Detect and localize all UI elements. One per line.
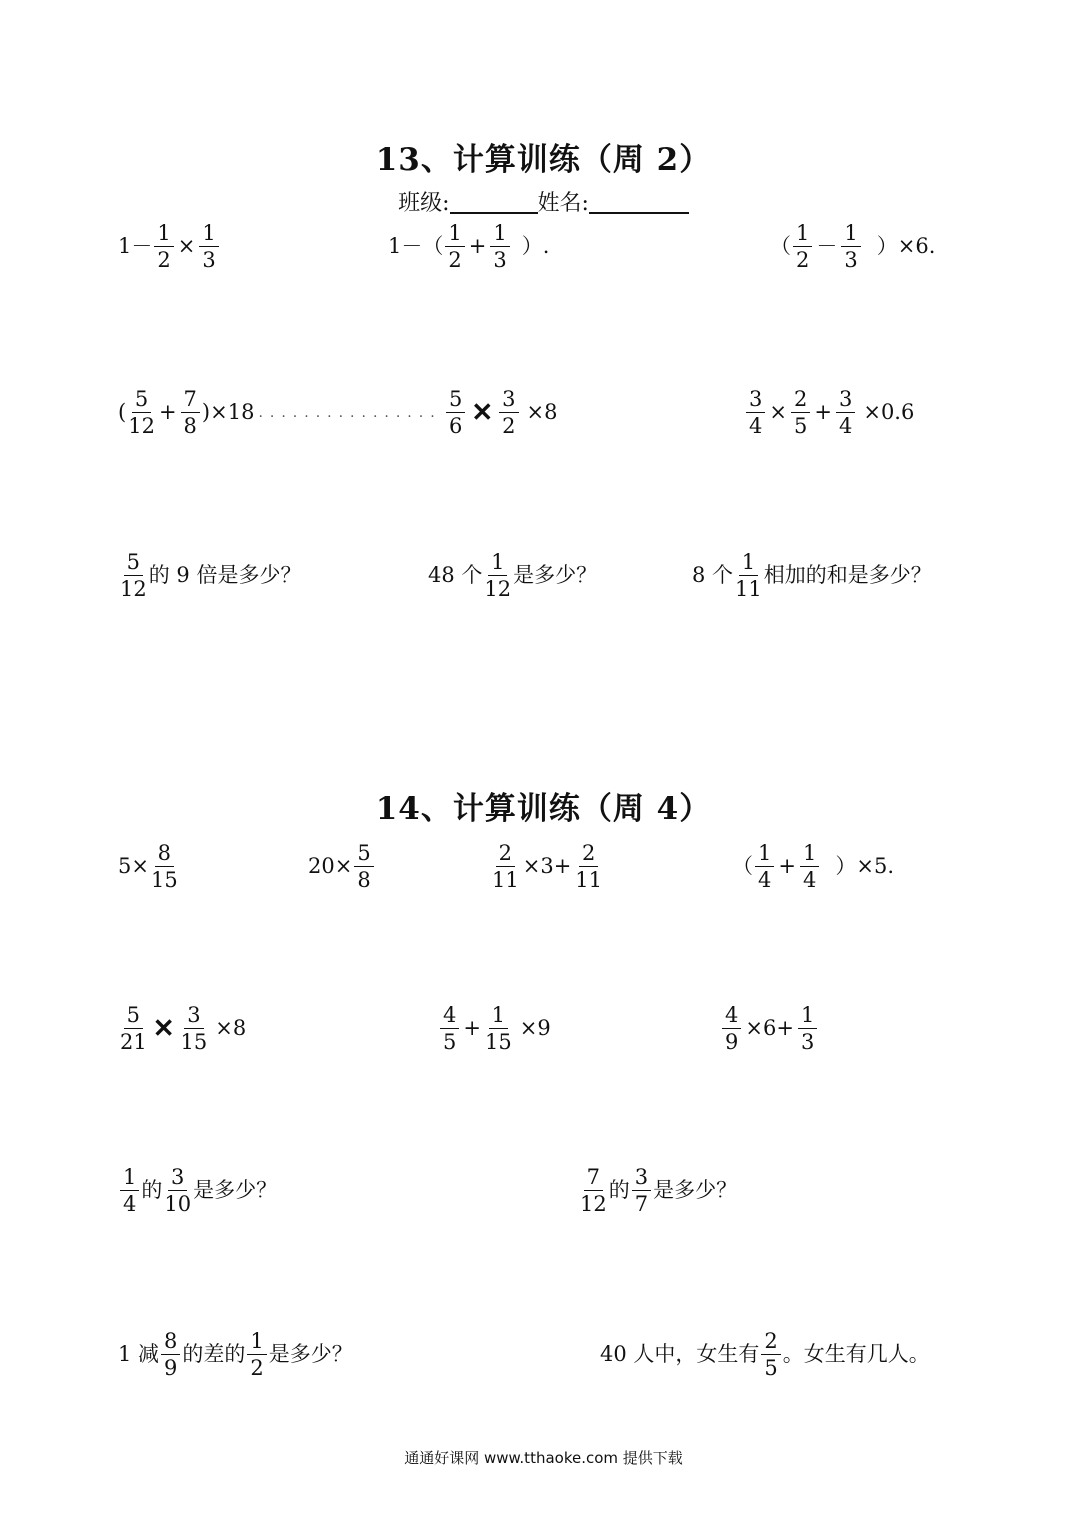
fraction — [440, 1004, 459, 1053]
fraction — [445, 222, 464, 271]
fraction — [499, 388, 518, 437]
fraction-denominator: 2 — [157, 248, 171, 272]
fraction-numerator: 2 — [496, 842, 515, 867]
fraction-numerator: 5 — [124, 1004, 143, 1029]
expression-text: 1－（ — [388, 234, 444, 258]
fraction — [120, 1166, 139, 1215]
expression — [308, 842, 376, 891]
fraction — [791, 388, 810, 437]
expression-text: ( — [118, 400, 127, 424]
fraction-numerator: 1 — [489, 1004, 508, 1029]
expression-text: ×6+ — [745, 1016, 794, 1040]
fraction-denominator: 4 — [123, 1192, 137, 1216]
expression-text: ✕ — [471, 397, 494, 428]
name-blank[interactable] — [589, 188, 689, 214]
expression-text: 的 — [141, 1178, 163, 1202]
fraction — [722, 1004, 741, 1053]
fraction-denominator: 4 — [838, 414, 853, 438]
expression — [770, 222, 935, 271]
fraction-numerator: 4 — [440, 1004, 459, 1029]
fraction-numerator: 1 — [793, 222, 812, 247]
fraction-denominator: 9 — [725, 1030, 739, 1054]
expression-text: 40 人中，女生有 — [600, 1342, 760, 1366]
fraction-numerator: 2 — [579, 842, 598, 867]
expression-text: ×0.6 — [863, 400, 915, 424]
fraction — [247, 1330, 266, 1379]
expression-text: 是多少？ — [653, 1178, 738, 1202]
problem-13-5 — [444, 388, 558, 437]
fraction-numerator: 3 — [836, 388, 855, 413]
fraction — [632, 1166, 651, 1215]
fraction — [580, 1166, 607, 1215]
class-label: 班级: — [398, 191, 450, 216]
fraction-numerator: 5 — [132, 388, 151, 413]
fraction-denominator: 3 — [800, 1030, 815, 1054]
student-info — [0, 186, 1087, 217]
expression-text: × — [769, 400, 787, 424]
fraction-denominator: 5 — [764, 1356, 778, 1380]
expression-text: 。女生有几人。 — [782, 1342, 930, 1366]
fraction — [490, 222, 509, 271]
fraction-denominator: 12 — [484, 577, 512, 601]
problem-14-4 — [732, 842, 894, 891]
problem-13-3 — [770, 222, 935, 271]
expression-text: （ — [732, 854, 753, 878]
fraction-denominator: 11 — [735, 577, 762, 601]
fraction-denominator: 8 — [183, 414, 197, 438]
section-14-title: 14、计算训练（周 4） — [375, 791, 712, 827]
fraction-numerator: 3 — [632, 1166, 651, 1191]
fraction-denominator: 4 — [802, 868, 817, 892]
fraction-denominator: 2 — [250, 1356, 264, 1380]
footer-download-note: 通通好课网 www.tthaoke.com 提供下载 — [404, 1449, 683, 1467]
expression-text: ................ — [258, 404, 442, 421]
fraction-denominator: 4 — [758, 868, 772, 892]
expression-text: 的差的 — [182, 1342, 246, 1366]
expression-text: ）×5. — [835, 854, 894, 878]
fraction-denominator: 9 — [164, 1356, 178, 1380]
fraction — [151, 842, 178, 891]
expression — [444, 388, 558, 437]
fraction — [161, 1330, 180, 1379]
class-blank[interactable] — [450, 188, 538, 214]
expression — [490, 842, 604, 891]
fraction-numerator: 3 — [168, 1166, 187, 1191]
expression-text: 1 减 — [118, 1342, 160, 1366]
fraction-numerator: 5 — [446, 388, 465, 413]
expression-text: 相加的和是多少？ — [763, 563, 932, 587]
fraction-numerator: 5 — [354, 842, 373, 867]
expression-text: + — [158, 400, 177, 424]
problem-14-7 — [720, 1004, 819, 1053]
expression-text: 1－ — [118, 234, 153, 258]
fraction-numerator: 3 — [746, 388, 765, 413]
fraction-numerator: 1 — [798, 1004, 817, 1029]
fraction — [128, 388, 155, 437]
fraction-numerator: 8 — [161, 1330, 180, 1355]
fraction — [354, 842, 373, 891]
fraction — [446, 388, 465, 437]
expression-text: + — [468, 234, 487, 258]
fraction-denominator: 11 — [575, 868, 603, 892]
fraction-denominator: 2 — [502, 414, 516, 438]
fraction — [735, 551, 762, 600]
section-13-title: 13、计算训练（周 2） — [375, 142, 712, 178]
fraction-numerator: 4 — [722, 1004, 741, 1029]
expression-text: 的 9 倍是多少？ — [148, 563, 302, 587]
expression-text: ）×6. — [876, 234, 936, 258]
expression — [118, 222, 221, 271]
fraction-denominator: 15 — [150, 868, 178, 892]
expression — [744, 388, 914, 437]
problem-14-2 — [308, 842, 376, 891]
expression — [428, 551, 597, 600]
fraction-numerator: 3 — [184, 1004, 203, 1029]
expression-text: ×8 — [526, 400, 558, 424]
expression — [578, 1166, 737, 1215]
expression-text: 是多少？ — [513, 563, 598, 587]
fraction-denominator: 5 — [443, 1030, 457, 1054]
problem-13-2 — [388, 222, 549, 271]
fraction-denominator: 12 — [580, 1192, 607, 1216]
fraction — [793, 222, 812, 271]
fraction-denominator: 5 — [793, 414, 808, 438]
expression-text: )×18 — [201, 400, 255, 424]
expression — [732, 842, 894, 891]
fraction — [746, 388, 765, 437]
fraction-numerator: 1 — [199, 222, 218, 247]
expression-text: ×8 — [215, 1016, 247, 1040]
expression-text: 是多少？ — [193, 1178, 278, 1202]
expression — [118, 551, 301, 600]
problem-14-8 — [118, 1166, 277, 1215]
expression — [720, 1004, 819, 1053]
expression — [118, 388, 442, 437]
fraction-numerator: 1 — [739, 551, 758, 576]
fraction-numerator: 2 — [761, 1330, 780, 1355]
fraction — [154, 222, 173, 271]
problem-14-11 — [600, 1330, 930, 1379]
expression-text: ）. — [521, 234, 550, 258]
fraction-denominator: 2 — [448, 248, 462, 272]
expression-text: × — [177, 234, 196, 258]
fraction — [181, 1004, 208, 1053]
fraction-denominator: 8 — [357, 868, 371, 892]
problem-14-10 — [118, 1330, 353, 1379]
expression — [388, 222, 549, 271]
fraction-numerator: 1 — [755, 842, 774, 867]
fraction-denominator: 12 — [120, 577, 147, 601]
fraction-denominator: 3 — [493, 248, 507, 272]
expression-text: 的 — [608, 1178, 630, 1202]
fraction — [836, 388, 855, 437]
fraction — [120, 1004, 147, 1053]
fraction — [492, 842, 519, 891]
fraction-numerator: 7 — [181, 388, 200, 413]
fraction-numerator: 3 — [499, 388, 518, 413]
fraction — [484, 551, 511, 600]
problem-13-7 — [118, 551, 301, 600]
problem-14-1 — [118, 842, 180, 891]
fraction-numerator: 7 — [584, 1166, 603, 1191]
fraction-denominator: 12 — [128, 414, 155, 438]
fraction-numerator: 1 — [120, 1166, 139, 1191]
fraction — [181, 388, 200, 437]
fraction-numerator: 1 — [488, 551, 507, 576]
fraction-numerator: 1 — [154, 222, 173, 247]
fraction-denominator: 15 — [484, 1030, 512, 1054]
fraction — [755, 842, 774, 891]
fraction — [798, 1004, 817, 1053]
fraction-numerator: 1 — [490, 222, 509, 247]
fraction-denominator: 3 — [202, 248, 216, 272]
expression-text: 8 个 — [692, 563, 734, 587]
fraction-denominator: 15 — [180, 1030, 208, 1054]
problem-13-6 — [744, 388, 914, 437]
fraction-denominator: 11 — [492, 868, 519, 892]
expression-text: + — [814, 400, 832, 424]
expression — [692, 551, 932, 600]
fraction — [485, 1004, 512, 1053]
problem-14-3 — [490, 842, 604, 891]
expression — [118, 1330, 353, 1379]
expression — [438, 1004, 551, 1053]
fraction — [199, 222, 218, 271]
expression-text: + — [778, 854, 796, 878]
fraction-denominator: 21 — [120, 1030, 147, 1054]
name-label: 姓名: — [537, 191, 589, 216]
fraction-denominator: 3 — [844, 248, 858, 272]
problem-14-5 — [118, 1004, 246, 1053]
expression-text: 是多少？ — [268, 1342, 353, 1366]
expression-text: + — [463, 1016, 481, 1040]
fraction-denominator: 4 — [749, 414, 763, 438]
expression — [118, 842, 180, 891]
problem-14-6 — [438, 1004, 551, 1053]
fraction-denominator: 6 — [449, 414, 463, 438]
fraction — [575, 842, 602, 891]
fraction — [164, 1166, 191, 1215]
expression — [118, 1166, 277, 1215]
problem-13-8 — [428, 551, 597, 600]
fraction — [841, 222, 860, 271]
fraction-denominator: 7 — [634, 1192, 649, 1216]
fraction-numerator: 2 — [791, 388, 810, 413]
problem-13-4 — [118, 388, 442, 437]
expression — [600, 1330, 930, 1379]
fraction-numerator: 1 — [800, 842, 819, 867]
fraction-denominator: 2 — [796, 248, 810, 272]
fraction-numerator: 8 — [155, 842, 174, 867]
expression-text: ✕ — [152, 1013, 175, 1044]
problem-13-9 — [692, 551, 932, 600]
fraction-numerator: 5 — [124, 551, 143, 576]
expression-text: ×9 — [519, 1016, 551, 1040]
expression — [118, 1004, 246, 1053]
expression-text: 48 个 — [428, 563, 483, 587]
fraction — [761, 1330, 780, 1379]
fraction-numerator: 1 — [445, 222, 464, 247]
expression-text: － — [816, 234, 838, 258]
fraction-denominator: 10 — [164, 1192, 192, 1216]
expression-text: 5× — [118, 854, 149, 878]
fraction-numerator: 1 — [247, 1330, 266, 1355]
fraction — [120, 551, 147, 600]
fraction-numerator: 1 — [841, 222, 860, 247]
expression-text: 20× — [308, 854, 353, 878]
problem-14-9 — [578, 1166, 737, 1215]
expression-text: ×3+ — [522, 854, 572, 878]
problem-13-1 — [118, 222, 221, 271]
expression-text: （ — [770, 234, 791, 258]
fraction — [800, 842, 819, 891]
